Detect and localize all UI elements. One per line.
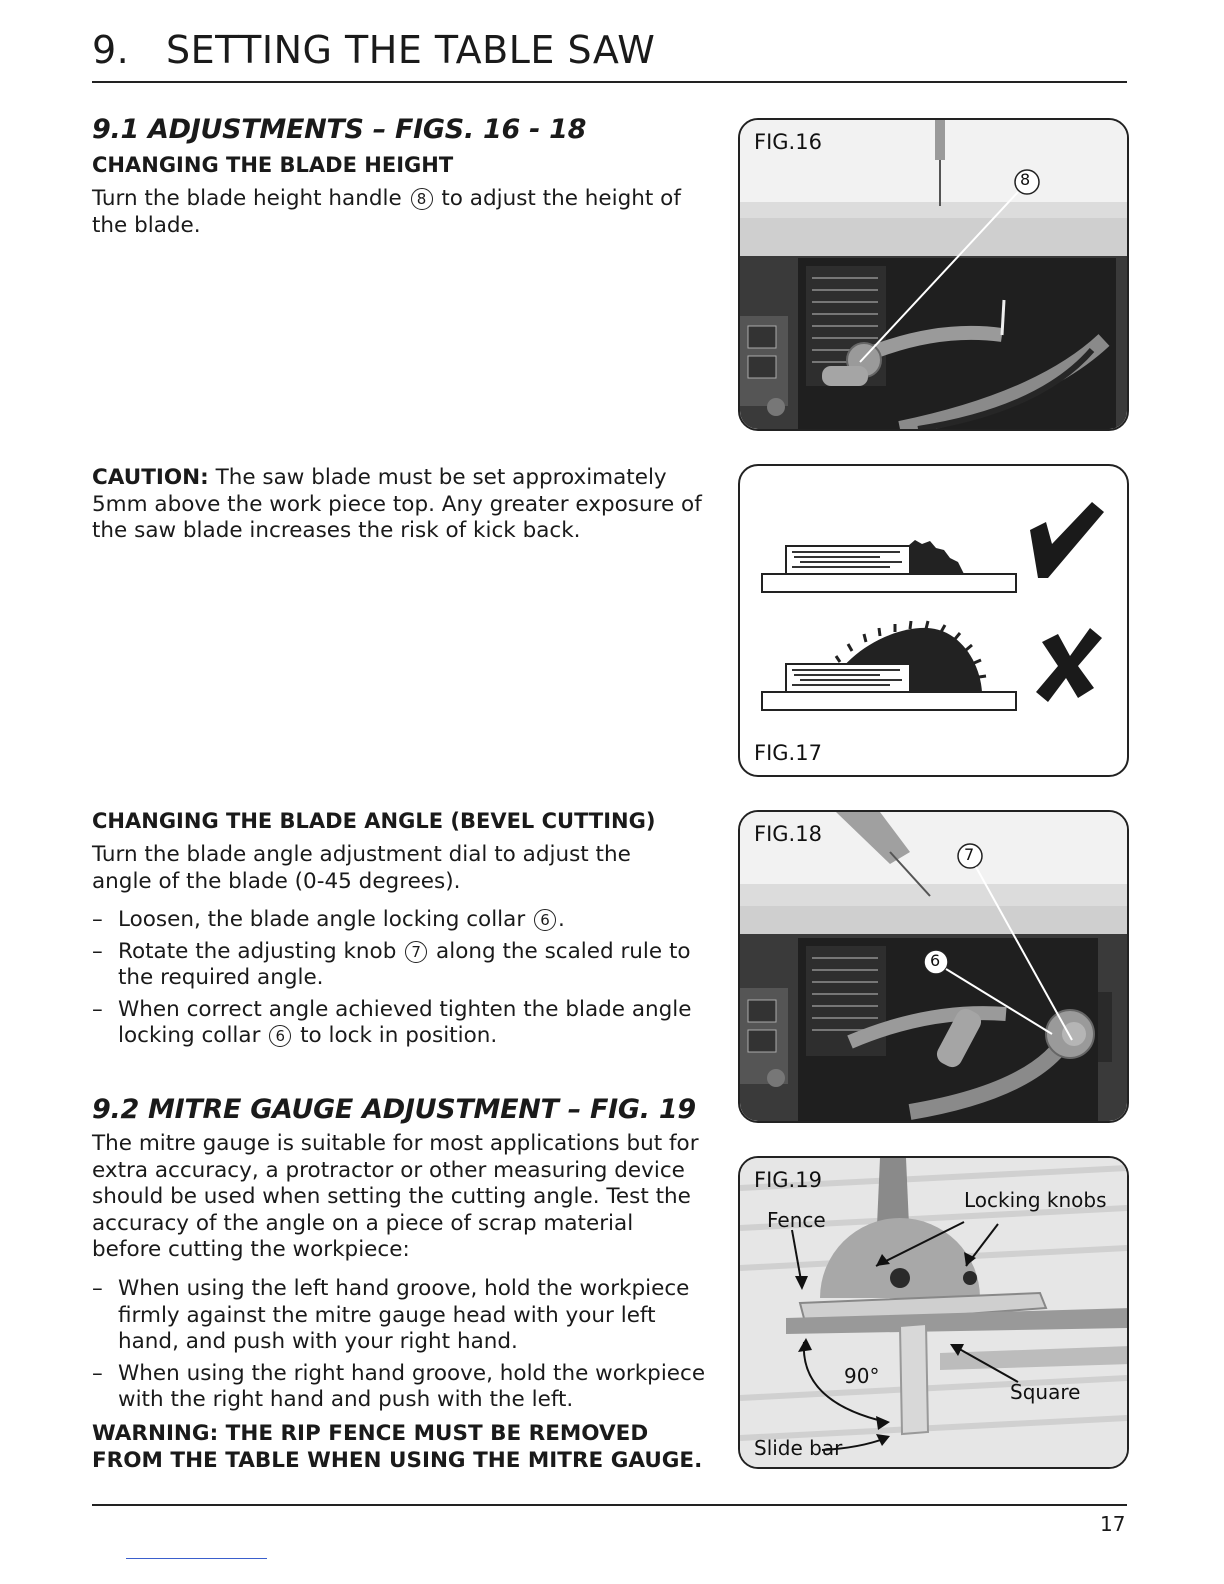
figure-17 bbox=[738, 464, 1129, 777]
list-item: – When using the right hand groove, hold the workpiece with the right hand and push with the left. bbox=[92, 1361, 707, 1414]
workpiece-correct bbox=[786, 546, 910, 574]
caution-label: CAUTION: bbox=[92, 465, 209, 490]
fig17-blade-diagram bbox=[740, 466, 1127, 775]
ref-6-marker: 6 bbox=[269, 1025, 291, 1047]
page-title bbox=[92, 28, 655, 72]
blade-tip-correct bbox=[908, 540, 964, 574]
fig19-callout-fence: Fence bbox=[767, 1208, 826, 1232]
fig18-callout-6: 6 bbox=[930, 951, 941, 970]
subheading-blade-height: CHANGING THE BLADE HEIGHT bbox=[92, 153, 454, 177]
fig18-label: FIG.18 bbox=[754, 822, 822, 846]
figure-18 bbox=[738, 810, 1129, 1123]
fig19-label: FIG.19 bbox=[754, 1168, 822, 1192]
check-mark-icon bbox=[1030, 502, 1104, 578]
footer-rule bbox=[92, 1504, 1127, 1506]
table-line-wrong bbox=[762, 692, 1016, 710]
fig17-label: FIG.17 bbox=[754, 741, 822, 765]
title-rule bbox=[92, 81, 1127, 83]
fig19-callout-locking-knobs: Locking knobs bbox=[964, 1188, 1107, 1212]
chapter-number: 9. bbox=[92, 28, 130, 72]
table-line-correct bbox=[762, 574, 1016, 592]
blade-height-text: Turn the blade height handle 8 to adjust the height of the blade. bbox=[92, 186, 681, 238]
figure-19 bbox=[738, 1156, 1129, 1469]
footer-link-line bbox=[126, 1558, 267, 1559]
caution-text: CAUTION: The saw blade must be set approximately 5mm above the work piece top. Any greater exposure of the saw blade increases the risk of kick back. bbox=[92, 465, 702, 543]
chapter-title: SETTING THE TABLE SAW bbox=[166, 28, 656, 72]
ref-6-marker: 6 bbox=[534, 909, 556, 931]
fig18-callout-7: 7 bbox=[964, 845, 975, 864]
list-item: – When correct angle achieved tighten the blade angle locking collar 6 to lock in position. bbox=[92, 997, 702, 1050]
page-number: 17 bbox=[1100, 1512, 1126, 1536]
ref-7-marker: 7 bbox=[405, 941, 427, 963]
fig16-label: FIG.16 bbox=[754, 130, 822, 154]
warning-text: WARNING: THE RIP FENCE MUST BE REMOVED FROM THE TABLE WHEN USING THE MITRE GAUGE. bbox=[92, 1421, 703, 1473]
workpiece-wrong bbox=[786, 664, 910, 692]
mitre-steps bbox=[92, 1276, 707, 1419]
mitre-intro: The mitre gauge is suitable for most applications but for extra accuracy, a protractor or other measuring device should be used when setting the cutting angle. Test the accuracy of the angle on a piece of scrap material before cutting the workpiece: bbox=[92, 1131, 699, 1262]
figure-16 bbox=[738, 118, 1129, 431]
fig16-callout-8: 8 bbox=[1020, 170, 1031, 189]
fig19-callout-square: Square bbox=[1010, 1380, 1081, 1404]
list-item: – Rotate the adjusting knob 7 along the scaled rule to the required angle. bbox=[92, 939, 702, 992]
section-heading-9-1: 9.1 ADJUSTMENTS – FIGS. 16 - 18 bbox=[92, 114, 587, 145]
list-item: – When using the left hand groove, hold the workpiece firmly against the mitre gauge head with your left hand, and push with your right hand. bbox=[92, 1276, 707, 1356]
blade-angle-steps bbox=[92, 907, 702, 1055]
fig16-photo bbox=[740, 120, 1127, 429]
section-heading-9-2: 9.2 MITRE GAUGE ADJUSTMENT – FIG. 19 bbox=[92, 1094, 696, 1125]
list-item: – Loosen, the blade angle locking collar 6 . bbox=[92, 907, 702, 934]
fig19-callout-slide-bar: Slide bar bbox=[754, 1436, 843, 1460]
fig19-callout-90-degrees: 90° bbox=[844, 1364, 880, 1388]
blade-angle-intro: Turn the blade angle adjustment dial to adjust the angle of the blade (0-45 degrees). bbox=[92, 842, 631, 894]
cross-mark-icon bbox=[1036, 628, 1102, 702]
ref-8-marker: 8 bbox=[411, 188, 433, 210]
subheading-blade-angle: CHANGING THE BLADE ANGLE (BEVEL CUTTING) bbox=[92, 809, 656, 833]
